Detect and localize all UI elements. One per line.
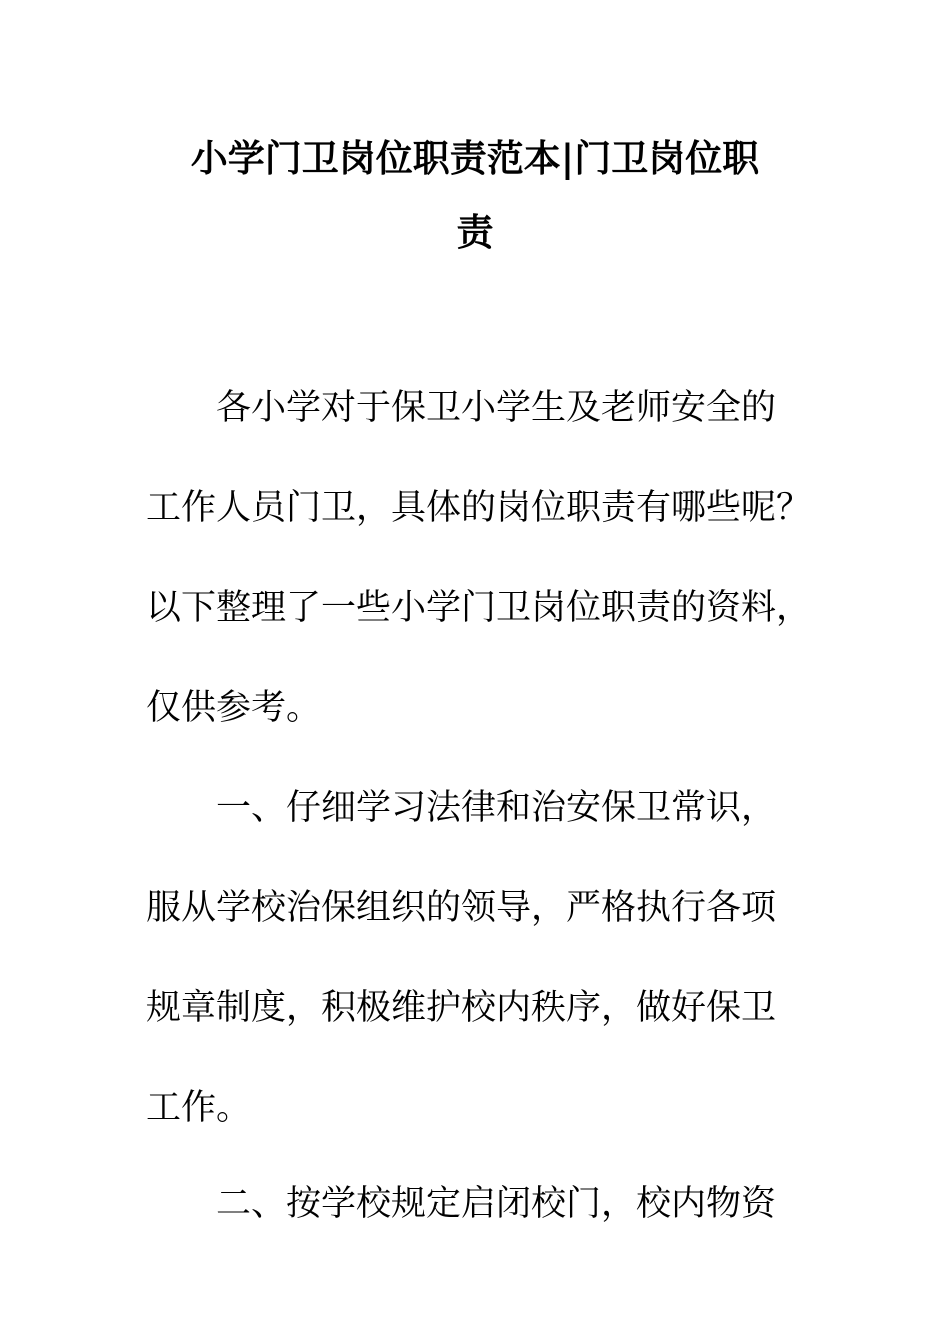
paragraph-1-line-2: 工作人员门卫，具体的岗位职责有哪些呢？ — [146, 488, 812, 528]
document-title-line-1: 小学门卫岗位职责范本|门卫岗位职 — [190, 136, 760, 180]
paragraph-2-line-2: 服从学校治保组织的领导，严格执行各项 — [146, 888, 777, 928]
paragraph-2-line-4: 工作。 — [146, 1088, 252, 1128]
paragraph-2-line-1: 一、仔细学习法律和治安保卫常识， — [216, 788, 777, 828]
paragraph-1-line-3: 以下整理了一些小学门卫岗位职责的资料， — [146, 588, 812, 628]
document-title-line-2: 责 — [456, 210, 494, 254]
paragraph-1-line-4: 仅供参考。 — [146, 688, 322, 728]
paragraph-3-line-1: 二、按学校规定启闭校门，校内物资 — [216, 1184, 777, 1224]
paragraph-2-line-3: 规章制度，积极维护校内秩序，做好保卫 — [146, 988, 777, 1028]
paragraph-1-line-1: 各小学对于保卫小学生及老师安全的 — [216, 388, 777, 428]
